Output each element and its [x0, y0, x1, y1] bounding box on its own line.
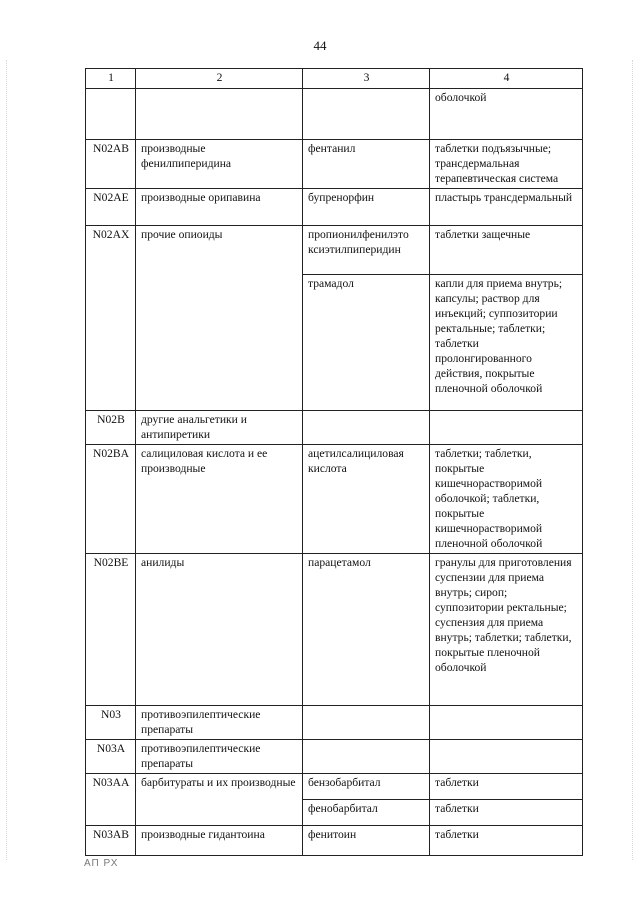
table-header-row	[86, 69, 583, 89]
substance-name: трамадол	[303, 275, 430, 411]
atc-code: N03AB	[86, 826, 136, 856]
atc-code	[86, 89, 136, 140]
atc-code: N03A	[86, 740, 136, 774]
table-row	[86, 706, 583, 740]
substance-name: фенобарбитал	[303, 800, 430, 826]
substance-name: фентанил	[303, 140, 430, 189]
drug-table	[85, 68, 583, 856]
substance-name: пропионилфенилэто ксиэтилпиперидин	[303, 226, 430, 275]
substance-name	[303, 89, 430, 140]
group-name: производные гидантоина	[136, 826, 303, 856]
table-row	[86, 226, 583, 275]
group-name: производные орипавина	[136, 189, 303, 226]
atc-code: N02AE	[86, 189, 136, 226]
page-number: 44	[313, 38, 327, 53]
atc-code: N02AX	[86, 226, 136, 411]
dosage-form: капли для приема внутрь; капсулы; раствор для инъекций; суппозитории ректальные; таблетки; таблетки пролонгированного действия, покрытые пленочной оболочкой	[430, 275, 583, 411]
substance-name: фенитоин	[303, 826, 430, 856]
substance-name	[303, 706, 430, 740]
dosage-form: оболочкой	[430, 89, 583, 140]
table-row	[86, 411, 583, 445]
group-name: салициловая кислота и ее производные	[136, 445, 303, 554]
dosage-form: пластырь трансдермальный	[430, 189, 583, 226]
atc-code: N02BE	[86, 554, 136, 706]
dosage-form: гранулы для приготовления суспензии для приема внутрь; сироп; суппозитории ректальные; суспензия для приема внутрь; таблетки; таблетки, покрытые пленочной оболочкой	[430, 554, 583, 706]
table-row	[86, 774, 583, 800]
header-col-4: 4	[430, 69, 583, 89]
scan-margin-left	[6, 60, 8, 860]
substance-name: парацетамол	[303, 554, 430, 706]
substance-name: бензобарбитал	[303, 774, 430, 800]
scan-margin-right	[632, 60, 634, 860]
group-name: анилиды	[136, 554, 303, 706]
substance-name	[303, 411, 430, 445]
group-name: прочие опиоиды	[136, 226, 303, 411]
atc-code: N02AB	[86, 140, 136, 189]
atc-code: N02B	[86, 411, 136, 445]
footer-mark: АП РХ	[84, 858, 119, 869]
dosage-form: таблетки	[430, 826, 583, 856]
table-row	[86, 554, 583, 706]
table-row	[86, 189, 583, 226]
table-row	[86, 740, 583, 774]
header-col-1: 1	[86, 69, 136, 89]
dosage-form: таблетки	[430, 774, 583, 800]
dosage-form: таблетки; таблетки, покрытые кишечнорастворимой оболочкой; таблетки, покрытые кишечнорастворимой пленочной оболочкой	[430, 445, 583, 554]
table-row	[86, 826, 583, 856]
dosage-form	[430, 740, 583, 774]
atc-code: N02BA	[86, 445, 136, 554]
table-row	[86, 140, 583, 189]
atc-code: N03	[86, 706, 136, 740]
dosage-form: таблетки защечные	[430, 226, 583, 275]
header-col-2: 2	[136, 69, 303, 89]
substance-name: бупренорфин	[303, 189, 430, 226]
header-col-3: 3	[303, 69, 430, 89]
table-row	[86, 445, 583, 554]
dosage-form	[430, 706, 583, 740]
dosage-form: таблетки подъязычные; трансдермальная терапевтическая система	[430, 140, 583, 189]
group-name: другие анальгетики и антипиретики	[136, 411, 303, 445]
substance-name	[303, 740, 430, 774]
dosage-form: таблетки	[430, 800, 583, 826]
substance-name: ацетилсалициловая кислота	[303, 445, 430, 554]
group-name	[136, 89, 303, 140]
dosage-form	[430, 411, 583, 445]
atc-code: N03AA	[86, 774, 136, 826]
group-name: противоэпилептические препараты	[136, 740, 303, 774]
group-name: барбитураты и их производные	[136, 774, 303, 826]
group-name: противоэпилептические препараты	[136, 706, 303, 740]
table-row	[86, 89, 583, 140]
group-name: производные фенилпиперидина	[136, 140, 303, 189]
